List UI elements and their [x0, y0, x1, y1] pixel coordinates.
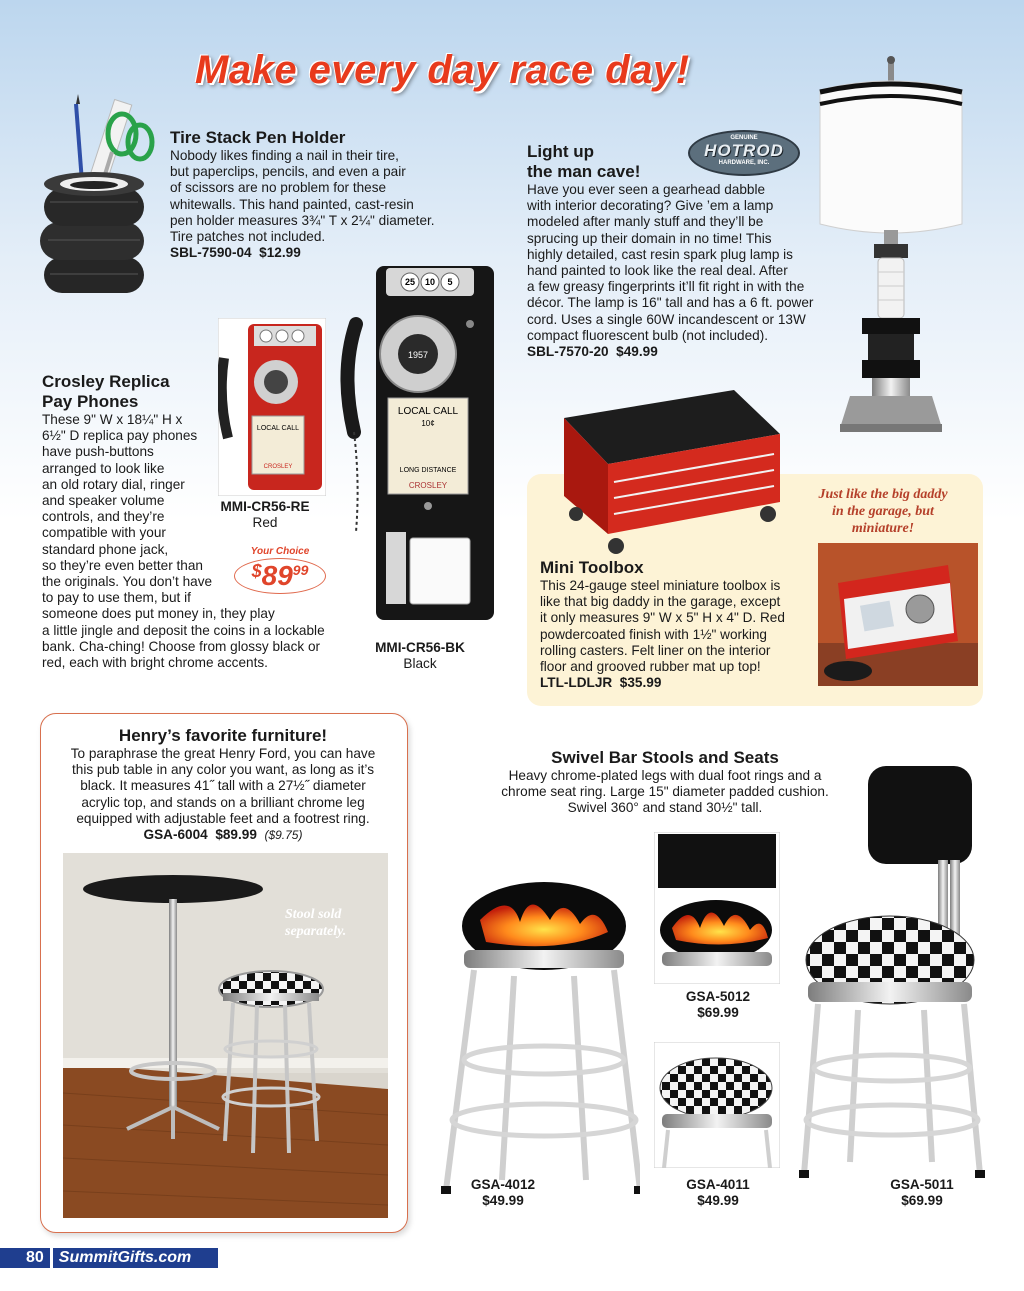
- page-footer: [0, 1248, 218, 1268]
- stool-gsa-4012-label: GSA-4012 $49.99: [470, 1177, 536, 1208]
- black-phone-local-call: LOCAL CALL: [397, 406, 459, 417]
- flame-seat-image: [654, 832, 780, 984]
- lamp-title: Light up the man cave!: [527, 142, 641, 181]
- pay-phones-description: These 9" W x 18¼" H x 6½" D replica pay phones have push-buttons arranged to look like an old rotary dial, ringer and speaker volume controls, and they’re compatible with your standard phone jack, so they’re even better than the originals. You don’t have to pay to use them, but if someone does put money in, they play a little jingle and deposit the coins in a lockable bank. Cha-ching! Choose from glossy black or red, each with bright chrome accents.: [42, 412, 325, 671]
- black-phone-label: MMI-CR56-BK Black: [375, 640, 465, 671]
- red-phone-brand: CROSLEY: [263, 464, 293, 470]
- spark-plug-lamp-image: [812, 52, 972, 442]
- toolbox-caption: Just like the big daddy in the garage, but miniature!: [818, 487, 948, 536]
- stools-title: Swivel Bar Stools and Seats: [551, 748, 779, 767]
- tire-stack-pen-holder-image: [30, 92, 170, 302]
- toolbox-price: LTL-LDLJR $35.99: [540, 675, 662, 691]
- flame-bar-stool-image: [440, 880, 640, 1200]
- lamp-description: Have you ever seen a gearhead dabble with interior decorating? Give ’em a lamp modeled after manly stuff and they’ll be sprucing up their domain in no time! This highly detailed, cast resin spark plug lamp is hand painted to look like the real deal. After a few greasy fingerprints it’ll fit right in with the décor. The lamp is 16" tall and has a 6 ft. power cord. Uses a single 60W incandescent or 13W compact fluorescent bulb (not included).: [527, 182, 814, 343]
- page-headline: Make every day race day!: [195, 48, 690, 92]
- mini-toolbox-open-photo: [818, 543, 978, 686]
- stool-sold-separately-caption: Stool sold separately.: [285, 907, 347, 939]
- pub-table-description: To paraphrase the great Henry Ford, you can have this pub table in any color you want, as long as it’s black. It measures 41˝ tall with a 27½˝ diameter acrylic top, and stands on a brilliant chrome leg equipped with adjustable feet and a footrest ring.: [70, 746, 376, 826]
- lamp-price: SBL-7570-20 $49.99: [527, 344, 658, 360]
- stools-description: Heavy chrome-plated legs with dual foot rings and a chrome seat ring. Large 15" diameter padded cushion. Swivel 360° and stand 30½" tall.: [501, 768, 829, 816]
- seat-gsa-5012-label: GSA-5012 $69.99: [685, 989, 751, 1020]
- coin-slot-5: 5: [447, 277, 453, 287]
- black-pay-phone-image: [330, 262, 500, 624]
- your-choice-price-badge: Your Choice $8999: [234, 546, 326, 596]
- pen-holder-price: SBL-7590-04 $12.99: [170, 245, 301, 261]
- page-number: 80: [0, 1248, 53, 1268]
- red-phone-label: MMI-CR56-RE Red: [220, 499, 310, 530]
- checkered-backrest-bar-stool-image: [798, 762, 988, 1182]
- stool-gsa-5011-label: GSA-5011 $69.99: [890, 1177, 954, 1208]
- pub-table-price: GSA-6004 $89.99 ($9.75): [143, 827, 303, 843]
- coin-slot-25: 25: [404, 277, 416, 287]
- dial-center-year: 1957: [407, 350, 429, 360]
- pen-holder-description: Nobody likes finding a nail in their tire, but paperclips, pencils, and even a pair of scissors are no problem for these whitewalls. This hand painted, cast-resin pen holder measures 3¾" T x 2¼" diameter. Tire patches not included.: [170, 148, 435, 245]
- pay-phones-title: Crosley Replica Pay Phones: [42, 372, 170, 411]
- black-phone-ten-cents: 10¢: [421, 419, 435, 428]
- toolbox-title: Mini Toolbox: [540, 558, 644, 577]
- checkered-seat-image: [654, 1042, 780, 1168]
- mini-toolbox-image: [554, 384, 784, 560]
- hotrod-hardware-logo: GENUINE HOTROD HARDWARE, INC.: [688, 130, 800, 176]
- website-link[interactable]: SummitGifts.com: [58, 1249, 192, 1266]
- toolbox-description: This 24-gauge steel miniature toolbox is like that big daddy in the garage, except it only measures 9" W x 5" H x 4" D. Red powdercoated finish with 1½" working rolling casters. Felt liner on the interior floor and grooved rubber mat up top!: [540, 578, 785, 675]
- black-phone-brand: CROSLEY: [408, 481, 448, 490]
- seat-gsa-4011-label: GSA-4011 $49.99: [686, 1177, 750, 1208]
- black-phone-long-distance: LONG DISTANCE: [399, 467, 457, 474]
- pub-table-title: Henry’s favorite furniture!: [118, 726, 328, 745]
- red-phone-local-call: LOCAL CALL: [256, 425, 300, 432]
- pen-holder-title: Tire Stack Pen Holder: [170, 128, 346, 147]
- coin-slot-10: 10: [424, 277, 436, 287]
